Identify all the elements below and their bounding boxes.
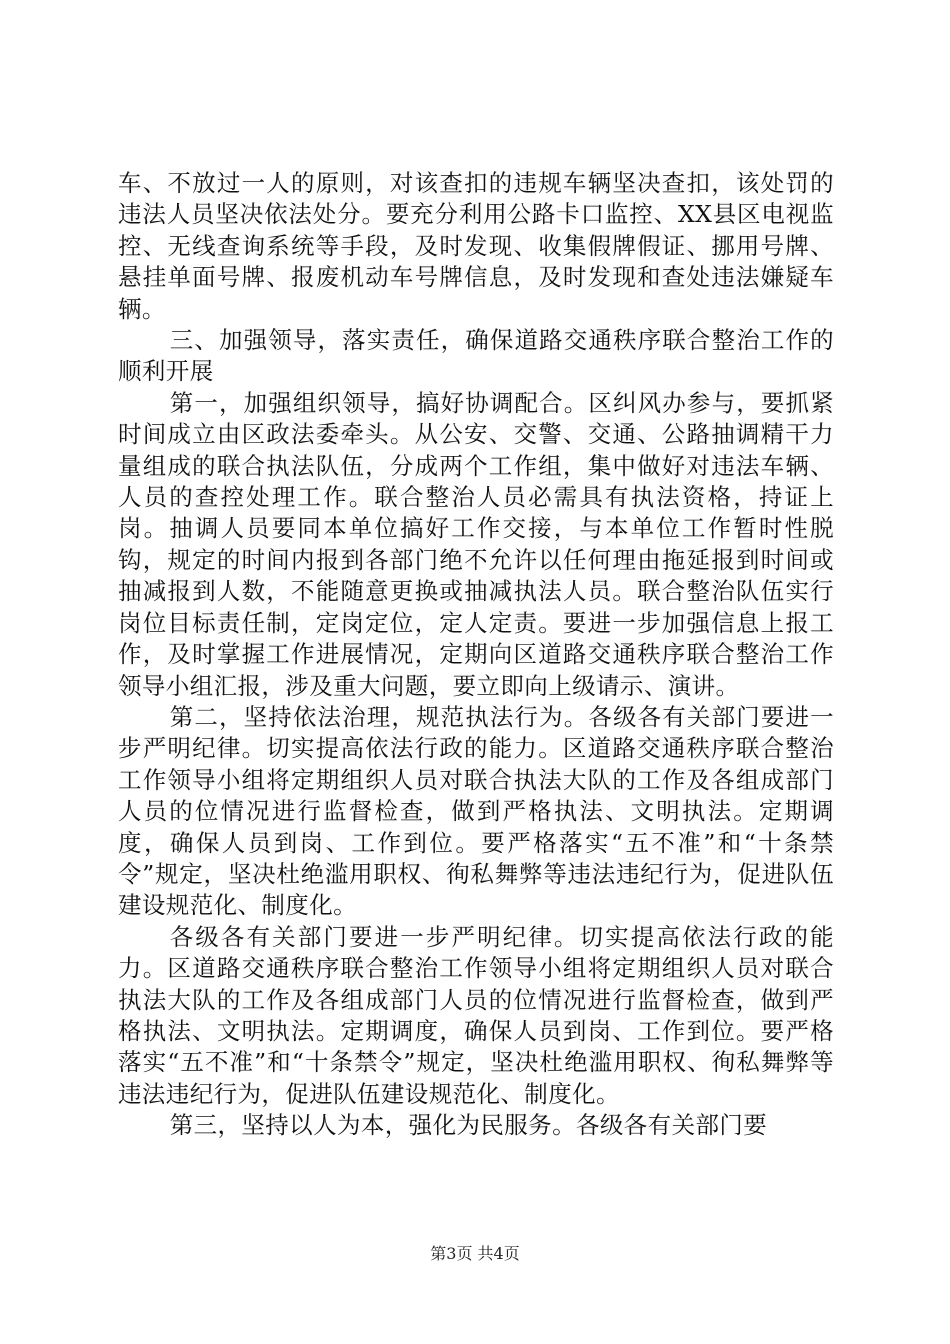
paragraph-continuation: 车、不放过一人的原则，对该查扣的违规车辆坚决查扣，该处罚的违法人员坚决依法处分。要充分利用公路卡口监控、XX县区电视监控、无线查询系统等手段，及时发现、收集假牌假证、挪用号牌、悬挂单面号牌、报废机动车号牌信息，及时发现和查处违法嫌疑车辆。 bbox=[118, 169, 834, 323]
page-number-footer: 第3页 共4页 bbox=[430, 1244, 520, 1263]
paragraph-repeated: 各级各有关部门要进一步严明纪律。切实提高依法行政的能力。区道路交通秩序联合整治工作领导小组将定期组织人员对联合执法大队的工作及各组成部门人员的位情况进行监督检查，做到严格执法、文明执法。定期调度，确保人员到岗、工作到位。要严格落实“五不准”和“十条禁令”规定，坚决杜绝滥用职权、徇私舞弊等违法违纪行为，促进队伍建设规范化、制度化。 bbox=[118, 922, 834, 1108]
paragraph-first-point: 第一，加强组织领导，搞好协调配合。区纠风办参与，要抓紧时间成立由区政法委牵头。从公安、交警、交通、公路抽调精干力量组成的联合执法队伍，分成两个工作组，集中做好对违法车辆、人员的查控处理工作。联合整治人员必需具有执法资格，持证上岗。抽调人员要同本单位搞好工作交接，与本单位工作暂时性脱钩，规定的时间内报到各部门绝不允许以任何理由拖延报到时间或抽减报到人数，不能随意更换或抽减执法人员。联合整治队伍实行岗位目标责任制，定岗定位，定人定责。要进一步加强信息上报工作，及时掌握工作进展情况，定期向区道路交通秩序联合整治工作领导小组汇报，涉及重大问题，要立即向上级请示、演讲。 bbox=[118, 388, 834, 700]
paragraph-second-point: 第二，坚持依法治理，规范执法行为。各级各有关部门要进一步严明纪律。切实提高依法行政的能力。区道路交通秩序联合整治工作领导小组将定期组织人员对联合执法大队的工作及各组成部门人员的位情况进行监督检查，做到严格执法、文明执法。定期调度，确保人员到岗、工作到位。要严格落实“五不准”和“十条禁令”规定，坚决杜绝滥用职权、徇私舞弊等违法违纪行为，促进队伍建设规范化、制度化。 bbox=[118, 702, 834, 920]
section-heading-three: 三、加强领导，落实责任，确保道路交通秩序联合整治工作的顺利开展 bbox=[118, 326, 834, 386]
document-body bbox=[118, 168, 834, 1142]
paragraph-third-point: 第三，坚持以人为本，强化为民服务。各级各有关部门要 bbox=[169, 1111, 768, 1140]
